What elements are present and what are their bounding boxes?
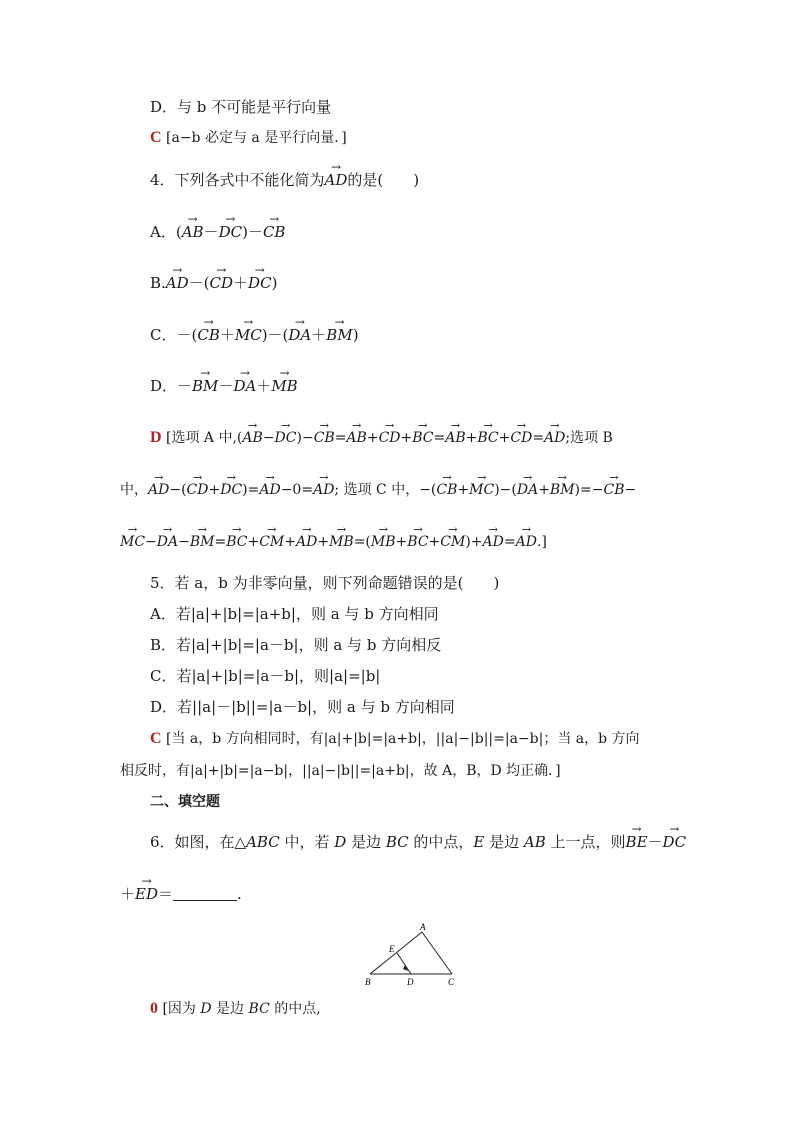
text-line xyxy=(150,999,321,1019)
answer-letter: C xyxy=(150,129,162,146)
label-A: A xyxy=(420,922,426,932)
answer-letter: D xyxy=(150,429,162,446)
text-line xyxy=(150,635,441,655)
line-text: B.→ AD－(→ CD＋→ DC) xyxy=(150,274,277,292)
line-text: → MC−→ DA−→ BM=→ BC+→ CM+→ AD+→ MB=(→ MB+→ BC+→ CM)+→ AD=→ AD.] xyxy=(120,534,547,550)
line-text: 5．若 a，b 为非零向量，则下列命题错误的是( ) xyxy=(150,574,500,592)
line-text: C．若|a|+|b|=|a－b|，则|a|=|b| xyxy=(150,667,381,685)
label-E: E xyxy=(389,944,395,954)
line-text: A．若|a|+|b|=|a+b|，则 a 与 b 方向相同 xyxy=(150,605,439,623)
line-text: 4．下列各式中不能化简为→ AD的是( ) xyxy=(150,171,419,189)
label-C: C xyxy=(448,977,455,987)
line-text: [选项 A 中,(→ AB−→ DC)−→ CB=→ AB+→ CD+→ BC=→ AB+→ BC+→ CD=→ AD;选项 B xyxy=(162,430,613,446)
line-text: 二、填空题 xyxy=(150,794,220,810)
text-line xyxy=(150,273,277,293)
text-line xyxy=(150,428,613,448)
line-text: 相反时，有|a|+|b|=|a−b|，||a|−|b||=|a+b|，故 A，B，D 均正确．] xyxy=(120,763,561,779)
text-line xyxy=(150,325,359,345)
text-line xyxy=(150,697,455,717)
line-text: 中，→ AD−(→ CD+→ DC)=→ AD−0=→ AD; 选项 C 中，−(→ CB+→ MC)−(→ DA+→ BM)=−→ CB− xyxy=(120,482,636,498)
line-text: D．－→ BM－→ DA＋→ MB xyxy=(150,377,298,395)
line-text: [当 a，b 方向相同时，有|a|+|b|=|a+b|，||a|−|b||=|a−b|；当 a，b 方向 xyxy=(161,731,640,747)
line-text: B．若|a|+|b|=|a－b|，则 a 与 b 方向相反 xyxy=(150,636,442,654)
text-line xyxy=(150,170,419,190)
line-text: [a−b 必定与 a 是平行向量．] xyxy=(161,130,347,146)
text-line xyxy=(150,729,640,749)
text-line xyxy=(120,480,636,500)
line-text: ＋→ ED＝ . xyxy=(120,885,242,903)
line-text: D．与 b 不可能是平行向量 xyxy=(150,98,332,116)
line-text: C．－(→ CB＋→ MC)－(→ DA＋→ BM) xyxy=(150,326,359,344)
line-text: A．(→ AB－→ DC)－→ CB xyxy=(150,223,285,241)
text-line xyxy=(150,666,380,686)
line-text: 6．如图，在△ABC 中，若 D 是边 BC 的中点，E 是边 AB 上一点，则→ BE－→ DC xyxy=(150,833,686,851)
line-text: D．若||a|－|b||=|a－b|，则 a 与 b 方向相同 xyxy=(150,698,455,716)
answer-letter: 0 xyxy=(150,1000,158,1017)
text-line xyxy=(150,128,347,148)
text-line xyxy=(150,573,499,593)
label-B: B xyxy=(365,977,371,987)
text-line xyxy=(150,376,298,396)
triangle-figure xyxy=(362,920,462,990)
text-line xyxy=(150,832,686,852)
label-D: D xyxy=(407,977,414,987)
text-line xyxy=(120,884,242,904)
text-line xyxy=(120,532,547,552)
text-line xyxy=(150,604,439,624)
text-line xyxy=(150,792,220,812)
text-line xyxy=(120,761,561,781)
line-text: [因为 D 是边 BC 的中点, xyxy=(158,1001,321,1017)
text-line xyxy=(150,97,331,117)
answer-letter: C xyxy=(150,730,162,747)
text-line xyxy=(150,222,285,242)
